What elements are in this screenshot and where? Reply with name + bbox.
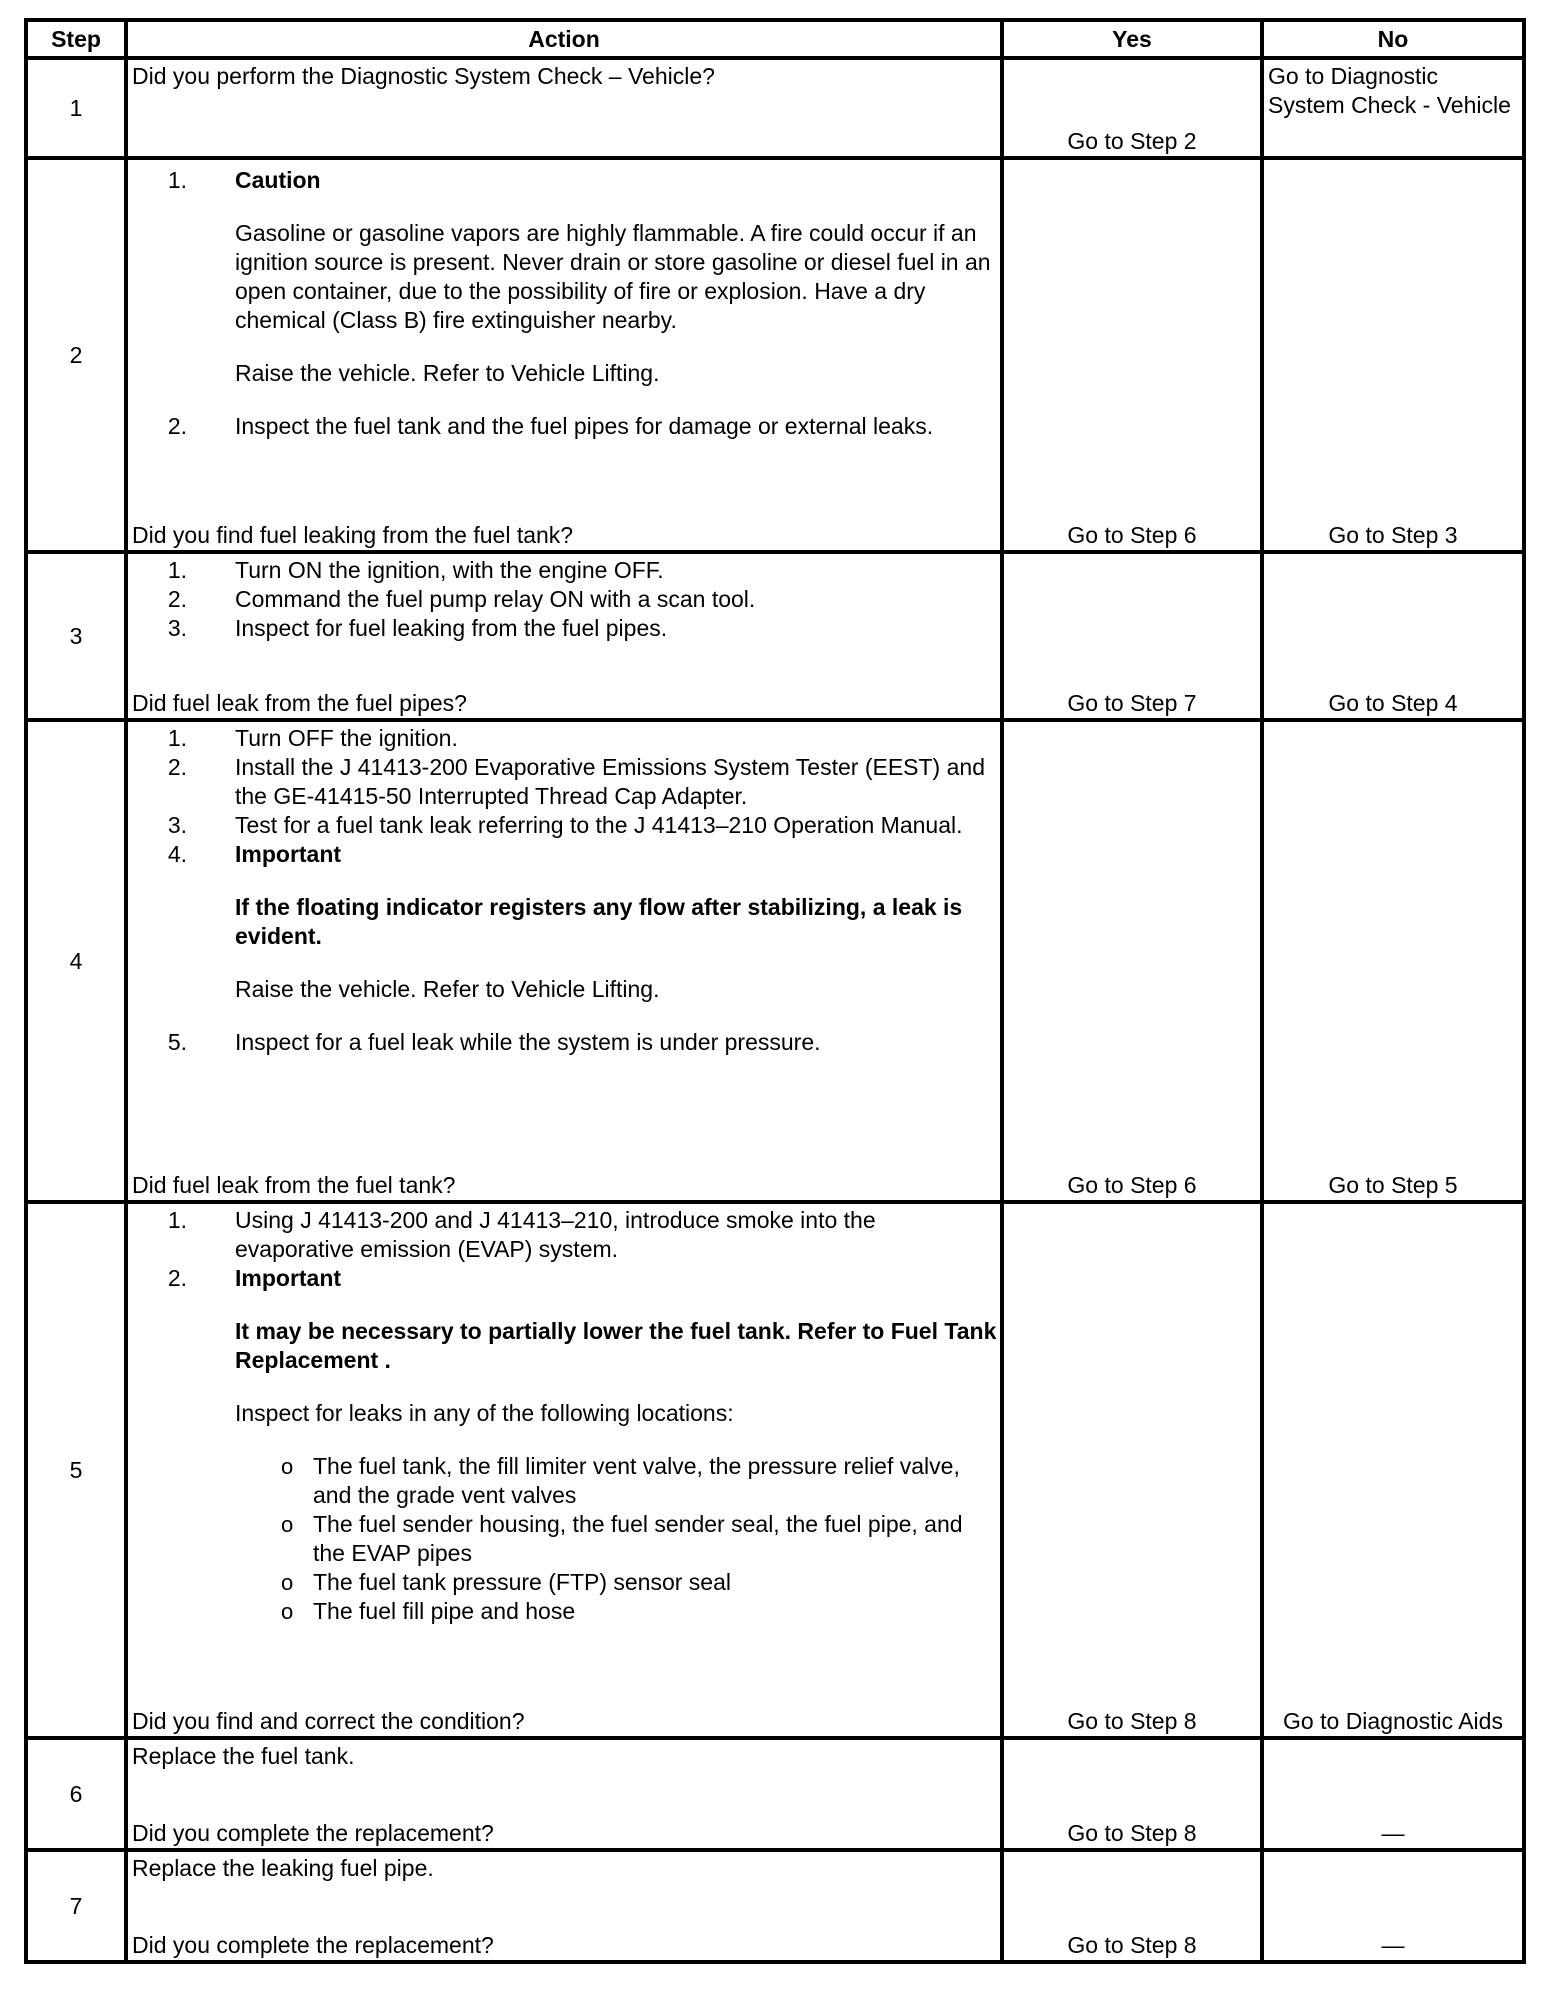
yes-cell (1002, 1850, 1262, 1962)
action-items (132, 556, 998, 643)
instruction-text: Inspect for leaks in any of the following locations: (235, 1400, 734, 1426)
action-cell (126, 1738, 1002, 1850)
list-item (281, 1568, 998, 1597)
table-row-step-4 (26, 720, 1524, 1202)
no-cell (1262, 1738, 1524, 1850)
bullet-text: The fuel tank, the fill limiter vent valve, the pressure relief valve, and the grade vent valves (313, 1453, 960, 1508)
item-number: 2. (167, 1265, 187, 1291)
action-question: Did you find fuel leaking from the fuel tank? (132, 522, 574, 548)
action-question: Did you complete the replacement? (132, 1820, 494, 1846)
action-question: Did you perform the Diagnostic System Check – Vehicle? (132, 63, 715, 89)
diagnostic-table-container (24, 18, 1526, 1964)
no-cell (1262, 1850, 1524, 1962)
list-item (132, 724, 998, 753)
bullet-icon: o (281, 1454, 294, 1479)
no-cell (1262, 1202, 1524, 1738)
item-text: Test for a fuel tank leak referring to the J 41413–210 Operation Manual. (235, 812, 963, 838)
action-items (132, 1206, 998, 1626)
important-text: If the floating indicator registers any flow after stabilizing, a leak is evident. (235, 894, 963, 949)
yes-cell (1002, 552, 1262, 720)
no-answer: — (1381, 1932, 1405, 1958)
list-item (132, 1264, 998, 1626)
item-number: 1. (167, 1207, 187, 1233)
table-row-step-3 (26, 552, 1524, 720)
item-number: 2. (167, 754, 187, 780)
table-row-step-1 (26, 58, 1524, 158)
step-number: 2 (26, 158, 126, 552)
action-cell (126, 720, 1002, 1202)
table-row-step-7 (26, 1850, 1524, 1962)
list-item (132, 753, 998, 811)
header-row (26, 20, 1524, 58)
instruction-text: Replace the leaking fuel pipe. (132, 1855, 434, 1881)
header-step: Step (26, 20, 126, 58)
header-no: No (1262, 20, 1524, 58)
item-number: 4. (167, 841, 187, 867)
no-answer: Go to Step 4 (1328, 690, 1458, 716)
yes-answer: Go to Step 8 (1067, 1932, 1197, 1958)
item-text: Install the J 41413-200 Evaporative Emissions System Tester (EEST) and the GE-41415-50 Interrupted Thread Cap Adapter. (235, 754, 985, 809)
item-text: Turn OFF the ignition. (235, 725, 458, 751)
list-item (281, 1452, 998, 1510)
important-text: It may be necessary to partially lower the fuel tank. Refer to Fuel Tank Replacement . (235, 1318, 997, 1373)
step-number: 3 (26, 552, 126, 720)
list-item (132, 1028, 998, 1057)
no-answer: Go to Step 5 (1328, 1172, 1458, 1198)
list-item (132, 840, 998, 1004)
item-number: 2. (167, 586, 187, 612)
item-number: 5. (167, 1029, 187, 1055)
yes-answer: Go to Step 7 (1067, 690, 1197, 716)
instruction-text: Replace the fuel tank. (132, 1743, 355, 1769)
item-number: 2. (167, 413, 187, 439)
table-row-step-6 (26, 1738, 1524, 1850)
list-item (132, 166, 998, 388)
step-number: 4 (26, 720, 126, 1202)
list-item (132, 811, 998, 840)
step-number: 5 (26, 1202, 126, 1738)
caution-text: Gasoline or gasoline vapors are highly flammable. A fire could occur if an ignition source is present. Never drain or store gasoline or diesel fuel in an open container, due to the possibility of fire or explosion. Have a dry chemical (Class B) fire extinguisher nearby. (235, 220, 991, 333)
bullet-text: The fuel fill pipe and hose (313, 1598, 576, 1624)
item-number: 3. (167, 812, 187, 838)
bullet-icon: o (281, 1570, 294, 1595)
no-answer: Go to Diagnostic System Check - Vehicle (1268, 63, 1511, 118)
list-item (132, 1206, 998, 1264)
yes-answer: Go to Step 2 (1067, 128, 1197, 154)
table-row-step-2 (26, 158, 1524, 552)
list-item (281, 1597, 998, 1626)
action-question: Did fuel leak from the fuel tank? (132, 1172, 456, 1198)
item-number: 1. (167, 725, 187, 751)
item-number: 1. (167, 557, 187, 583)
item-number: 1. (167, 167, 187, 193)
item-text: Turn ON the ignition, with the engine OFF. (235, 557, 664, 583)
action-question: Did you find and correct the condition? (132, 1708, 525, 1734)
no-cell (1262, 58, 1524, 158)
step-number: 1 (26, 58, 126, 158)
location-list (235, 1452, 998, 1626)
action-cell (126, 158, 1002, 552)
list-item (132, 556, 998, 585)
yes-cell (1002, 158, 1262, 552)
action-question: Did you complete the replacement? (132, 1932, 494, 1958)
action-cell (126, 1850, 1002, 1962)
item-text: Using J 41413-200 and J 41413–210, introduce smoke into the evaporative emission (EVAP) system. (235, 1207, 876, 1262)
item-number: 3. (167, 615, 187, 641)
instruction-text: Raise the vehicle. Refer to Vehicle Lifting. (235, 976, 660, 1002)
action-cell (126, 58, 1002, 158)
action-question: Did fuel leak from the fuel pipes? (132, 690, 467, 716)
action-items (132, 724, 998, 1057)
no-cell (1262, 552, 1524, 720)
action-items (132, 162, 998, 441)
no-answer: — (1381, 1820, 1405, 1846)
header-yes: Yes (1002, 20, 1262, 58)
list-item (132, 614, 998, 643)
yes-answer: Go to Step 6 (1067, 1172, 1197, 1198)
yes-answer: Go to Step 8 (1067, 1708, 1197, 1734)
table-row-step-5 (26, 1202, 1524, 1738)
item-text: Command the fuel pump relay ON with a scan tool. (235, 586, 756, 612)
bullet-text: The fuel tank pressure (FTP) sensor seal (313, 1569, 731, 1595)
yes-cell (1002, 58, 1262, 158)
no-answer: Go to Step 3 (1328, 522, 1458, 548)
instruction-text: Raise the vehicle. Refer to Vehicle Lifting. (235, 360, 660, 386)
item-text: Inspect the fuel tank and the fuel pipes for damage or external leaks. (235, 413, 934, 439)
important-heading: Important (235, 1265, 342, 1291)
no-cell (1262, 158, 1524, 552)
yes-answer: Go to Step 6 (1067, 522, 1197, 548)
yes-cell (1002, 1202, 1262, 1738)
step-number: 6 (26, 1738, 126, 1850)
list-item (132, 412, 998, 441)
step-number: 7 (26, 1850, 126, 1962)
yes-answer: Go to Step 8 (1067, 1820, 1197, 1846)
bullet-text: The fuel sender housing, the fuel sender seal, the fuel pipe, and the EVAP pipes (313, 1511, 963, 1566)
yes-cell (1002, 720, 1262, 1202)
action-cell (126, 1202, 1002, 1738)
item-text: Inspect for fuel leaking from the fuel pipes. (235, 615, 668, 641)
no-cell (1262, 720, 1524, 1202)
item-text: Inspect for a fuel leak while the system is under pressure. (235, 1029, 821, 1055)
list-item (132, 585, 998, 614)
diagnostic-table (24, 18, 1526, 1964)
important-heading: Important (235, 841, 342, 867)
action-cell (126, 552, 1002, 720)
bullet-icon: o (281, 1512, 294, 1537)
yes-cell (1002, 1738, 1262, 1850)
header-action: Action (126, 20, 1002, 58)
caution-heading: Caution (235, 167, 321, 193)
list-item (281, 1510, 998, 1568)
no-answer: Go to Diagnostic Aids (1283, 1708, 1503, 1734)
bullet-icon: o (281, 1599, 294, 1624)
